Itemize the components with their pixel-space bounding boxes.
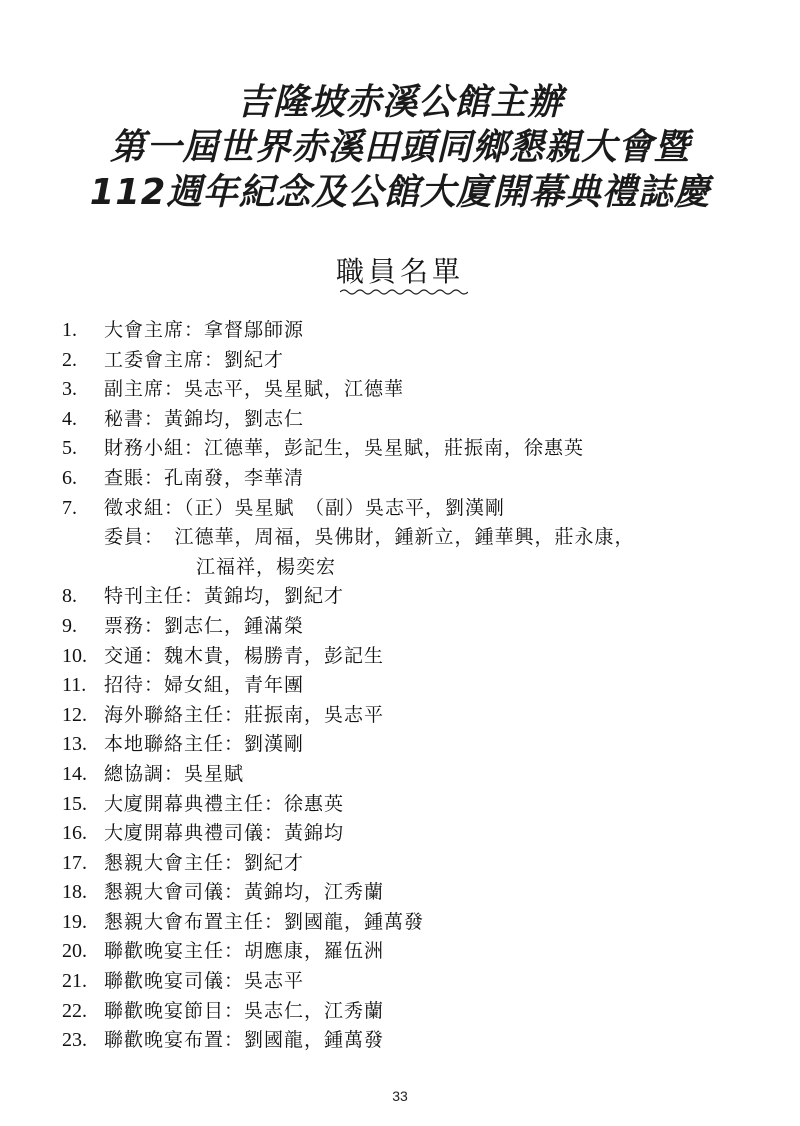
list-item-text: 江福祥，楊奕宏 (196, 555, 337, 578)
list-item-text: 聯歡晚宴主任：胡應康，羅伍洲 (104, 940, 385, 963)
document-title (0, 80, 800, 215)
staff-list (62, 316, 762, 1056)
list-item-number: 1. (62, 319, 77, 341)
list-item-text: 聯歡晚宴司儀：吳志平 (104, 970, 305, 993)
list-item-text: 懇親大會司儀：黃錦均，江秀蘭 (104, 881, 385, 904)
list-item-text: 委員： 江德華，周福，吳佛財，鍾新立，鍾華興，莊永康， (104, 526, 635, 549)
list-item-number: 13. (62, 733, 87, 756)
list-item-number: 7. (62, 496, 77, 519)
list-item-number: 18. (62, 881, 87, 904)
list-item-text: 工委會主席：劉紀才 (104, 348, 285, 371)
list-item (62, 760, 762, 790)
list-item-number: 9. (62, 614, 77, 637)
list-item-text: 徵求組：（正）吳星賦 （副）吳志平，劉漢剛 (104, 496, 506, 519)
list-item-text: 票務：劉志仁，鍾滿榮 (104, 614, 305, 637)
list-item (62, 316, 762, 346)
list-item (62, 375, 762, 405)
list-item (62, 671, 762, 701)
page-number: 33 (392, 1088, 408, 1104)
list-item-number: 16. (62, 822, 87, 845)
list-item (62, 553, 762, 583)
list-item (62, 790, 762, 820)
list-item-number: 22. (62, 999, 87, 1022)
list-item (62, 1026, 762, 1056)
list-item-text: 懇親大會布置主任：劉國龍，鍾萬發 (104, 910, 425, 933)
list-item (62, 937, 762, 967)
list-item-text: 聯歡晚宴節目：吳志仁，江秀蘭 (104, 999, 385, 1022)
list-item (62, 642, 762, 672)
list-item-number: 23. (62, 1029, 87, 1052)
list-item (62, 701, 762, 731)
wavy-underline-divider (340, 287, 468, 297)
list-item-number: 2. (62, 348, 77, 371)
list-item (62, 612, 762, 642)
list-item (62, 494, 762, 524)
list-item-text: 財務小組：江德華，彭記生，吳星賦，莊振南，徐惠英 (104, 437, 585, 460)
title-line-1: 吉隆坡赤溪公館主辦 (236, 82, 564, 123)
list-item-text: 秘書：黃錦均，劉志仁 (104, 407, 305, 430)
list-item-text: 查賬：孔南發，李華清 (104, 466, 305, 489)
list-item (62, 878, 762, 908)
list-item-number: 15. (62, 792, 87, 815)
list-item-text: 本地聯絡主任：劉漢剛 (104, 733, 305, 756)
list-item-number: 20. (62, 940, 87, 963)
list-item-text: 海外聯絡主任：莊振南，吳志平 (104, 703, 385, 726)
list-item-number: 4. (62, 407, 77, 430)
list-item-number: 8. (62, 585, 77, 608)
list-item-number: 3. (62, 378, 77, 401)
title-line-2: 第一屆世界赤溪田頭同鄉懇親大會暨 (109, 127, 691, 168)
list-item (62, 464, 762, 494)
list-item (62, 582, 762, 612)
list-item-number: 10. (62, 644, 87, 667)
list-item-number: 11. (62, 674, 87, 697)
list-item-number: 14. (62, 762, 87, 785)
list-item-text: 大廈開幕典禮主任：徐惠英 (104, 792, 345, 815)
title-line-3: 112週年紀念及公館大廈開幕典禮誌慶 (89, 172, 711, 213)
list-item (62, 434, 762, 464)
list-item (62, 730, 762, 760)
list-item (62, 908, 762, 938)
list-item (62, 967, 762, 997)
list-item-text: 特刊主任：黃錦均，劉紀才 (104, 585, 345, 608)
list-item-text: 大廈開幕典禮司儀：黃錦均 (104, 822, 345, 845)
list-item (62, 346, 762, 376)
list-item-number: 17. (62, 851, 87, 874)
list-item-number: 12. (62, 703, 87, 726)
list-item (62, 523, 762, 553)
list-item-text: 招待：婦女組，青年團 (104, 674, 305, 697)
list-item-text: 總協調：吳星賦 (104, 762, 245, 785)
list-item (62, 849, 762, 879)
list-item-text: 聯歡晚宴布置：劉國龍，鍾萬發 (104, 1029, 385, 1052)
list-item-text: 懇親大會主任：劉紀才 (104, 851, 305, 874)
list-item-number: 6. (62, 466, 77, 489)
list-item-number: 19. (62, 910, 87, 933)
section-title: 職員名單 (335, 255, 464, 288)
list-item-text: 副主席：吳志平，吳星賦，江德華 (104, 378, 405, 401)
list-item-number: 5. (62, 437, 77, 460)
list-item (62, 819, 762, 849)
list-item-number: 21. (62, 970, 87, 993)
list-item (62, 405, 762, 435)
list-item-text: 大會主席：拿督鄔師源 (104, 319, 305, 341)
list-item (62, 997, 762, 1027)
list-item-text: 交通：魏木貴，楊勝青，彭記生 (104, 644, 385, 667)
